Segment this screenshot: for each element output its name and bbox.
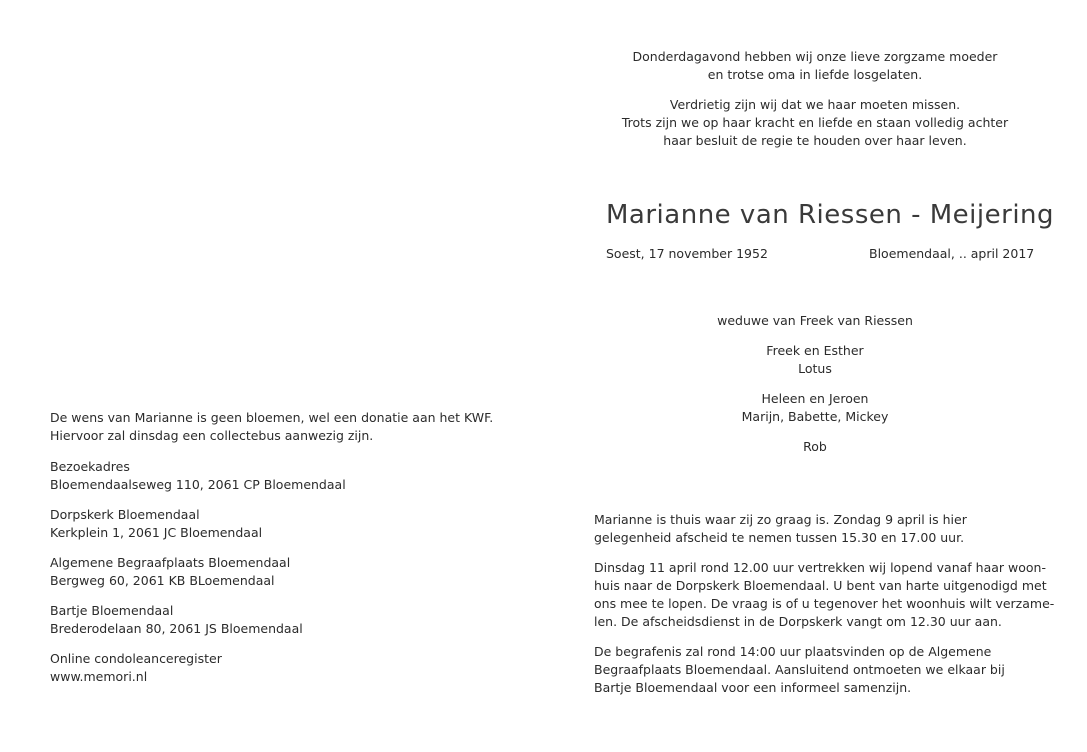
address-title: Algemene Begraafplaats Bloemendaal (50, 555, 291, 570)
address-cemetery (50, 554, 520, 590)
address-church (50, 506, 520, 542)
family-group (543, 312, 1087, 330)
details-line: Bartje Bloemendaal voor een informeel samenzijn. (594, 680, 912, 695)
details-line: gelegenheid afscheid te nemen tussen 15.30 en 17.00 uur. (594, 530, 965, 545)
website-link[interactable]: www.memori.nl (50, 669, 148, 684)
intro-text (543, 48, 1087, 162)
address-title: Bezoekadres (50, 459, 130, 474)
family-line: Rob (803, 439, 827, 454)
left-page (0, 0, 543, 752)
details-line: De begrafenis zal rond 14:00 uur plaatsvinden op de Algemene (594, 644, 992, 659)
intro-line: Donderdagavond hebben wij onze lieve zorgzame moeder (632, 49, 998, 64)
details-paragraph (594, 511, 1044, 547)
wish-line: De wens van Marianne is geen bloemen, wel een donatie aan het KWF. (50, 410, 494, 425)
address-line: Bloemendaalseweg 110, 2061 CP Bloemendaal (50, 477, 346, 492)
funeral-details (594, 511, 1055, 709)
intro-paragraph (543, 48, 1087, 84)
intro-line: Trots zijn we op haar kracht en liefde en staan volledig achter (621, 115, 1009, 130)
address-title: Dorpskerk Bloemendaal (50, 507, 200, 522)
details-line: len. De afscheidsdienst in de Dorpskerk vangt om 12.30 uur aan. (594, 614, 1002, 629)
details-paragraph (594, 643, 1044, 697)
intro-line: haar besluit de regie te houden over haar leven. (663, 133, 967, 148)
intro-line: en trotse oma in liefde losgelaten. (707, 67, 923, 82)
details-line: ons mee te lopen. De vraag is of u tegenover het woonhuis wilt verzame- (594, 596, 1055, 611)
address-title: Online condoleanceregister (50, 651, 222, 666)
wish-line: Hiervoor zal dinsdag een collectebus aanwezig zijn. (50, 428, 374, 443)
family-group (543, 342, 1087, 378)
address-line: Brederodelaan 80, 2061 JS Bloemendaal (50, 621, 303, 636)
address-list (50, 458, 520, 698)
death-info: Bloemendaal, .. april 2017 (869, 246, 1035, 261)
condolence-register (50, 650, 520, 686)
family-line: weduwe van Freek van Riessen (717, 313, 913, 328)
intro-paragraph (543, 96, 1087, 150)
family-group (543, 390, 1087, 426)
birth-info: Soest, 17 november 1952 (606, 246, 768, 261)
address-line: Kerkplein 1, 2061 JC Bloemendaal (50, 525, 263, 540)
address-visit (50, 458, 520, 494)
details-line: huis naar de Dorpskerk Bloemendaal. U bent van harte uitgenodigd met (594, 578, 1047, 593)
address-line: Bergweg 60, 2061 KB BLoemendaal (50, 573, 275, 588)
family-line: Freek en Esther (766, 343, 864, 358)
donation-wish (50, 409, 520, 445)
right-page (543, 0, 1087, 752)
family-line: Marijn, Babette, Mickey (741, 409, 889, 424)
family-line: Heleen en Jeroen (761, 391, 869, 406)
details-paragraph (594, 559, 1055, 631)
details-line: Dinsdag 11 april rond 12.00 uur vertrekken wij lopend vanaf haar woon- (594, 560, 1046, 575)
family-list (543, 312, 1087, 468)
details-line: Begraafplaats Bloemendaal. Aansluitend ontmoeten we elkaar bij (594, 662, 1005, 677)
details-line: Marianne is thuis waar zij zo graag is. Zondag 9 april is hier (594, 512, 967, 527)
intro-line: Verdrietig zijn wij dat we haar moeten missen. (669, 97, 961, 112)
address-title: Bartje Bloemendaal (50, 603, 174, 618)
deceased-name: Marianne van Riessen - Meijering (606, 200, 1055, 230)
family-group (543, 438, 1087, 456)
family-line: Lotus (798, 361, 832, 376)
address-bartje (50, 602, 520, 638)
